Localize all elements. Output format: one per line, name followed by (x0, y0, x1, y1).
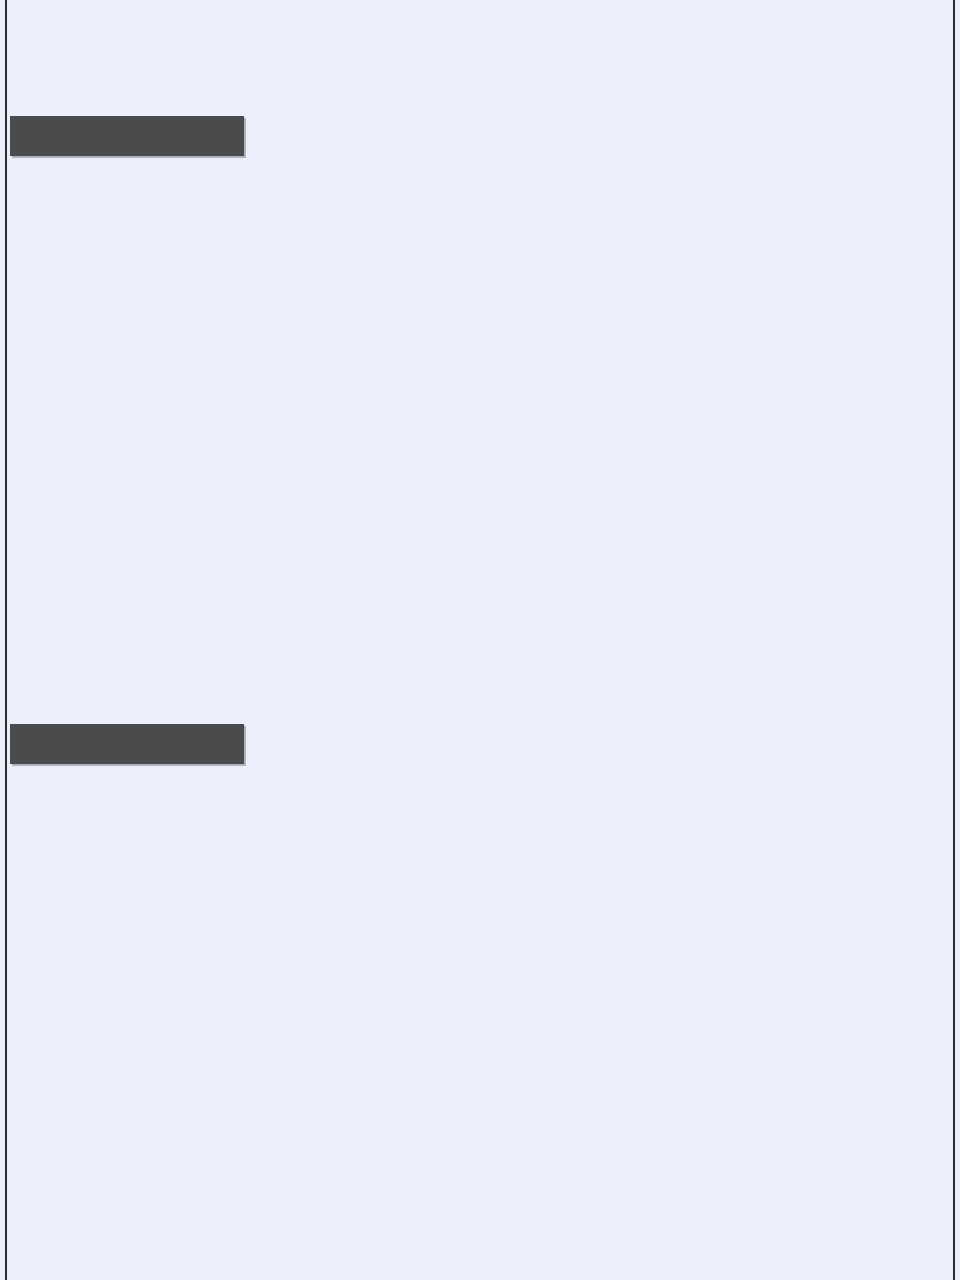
age-label-11-months (10, 116, 244, 156)
assessment-table (5, 0, 955, 1280)
age-label-one-year (10, 724, 244, 764)
